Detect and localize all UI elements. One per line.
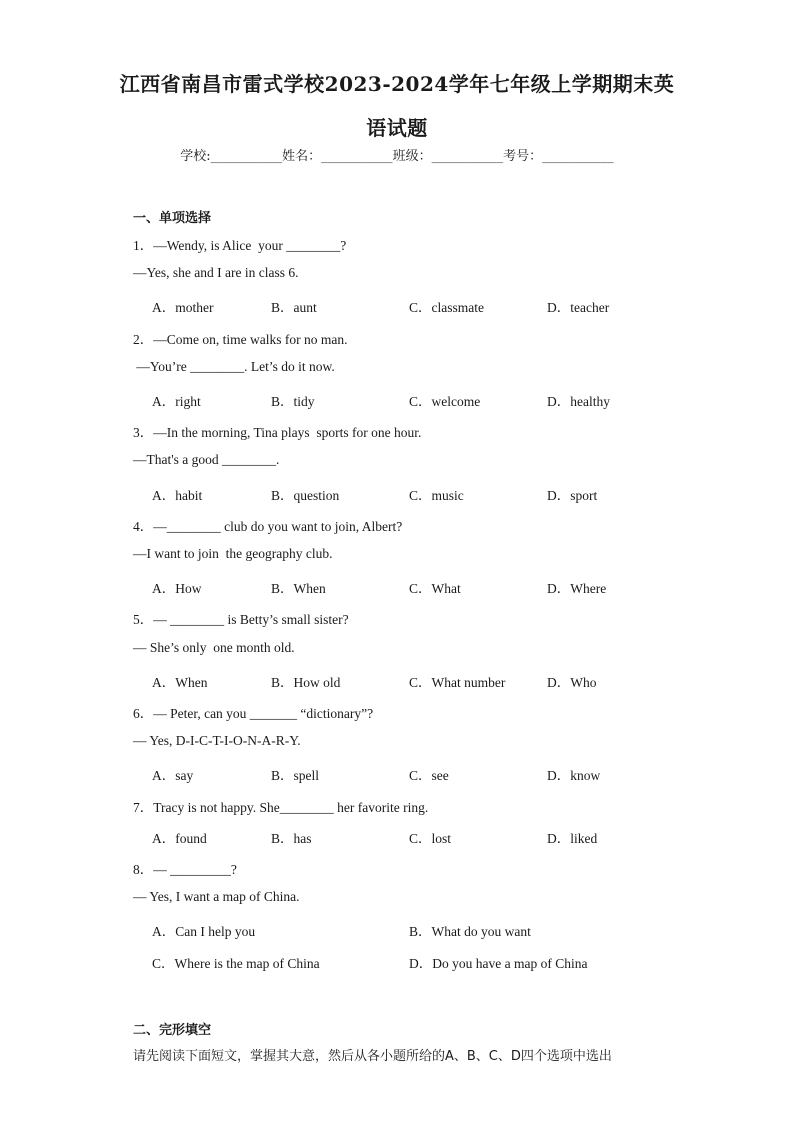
question-5-answer-line: — She’s only one month old. bbox=[133, 640, 295, 655]
question-8-option-c[interactable]: C．Where is the map of China bbox=[152, 956, 320, 971]
question-1-answer-line: —Yes, she and I are in class 6. bbox=[133, 265, 299, 280]
question-3-option-b[interactable]: B．question bbox=[271, 488, 340, 503]
question-3-option-a[interactable]: A．habit bbox=[152, 488, 203, 503]
question-5-option-d[interactable]: D．Who bbox=[547, 675, 597, 690]
question-7-option-a[interactable]: A．found bbox=[152, 831, 207, 846]
question-2-option-a[interactable]: A．right bbox=[152, 394, 201, 409]
question-2-option-d[interactable]: D．healthy bbox=[547, 394, 610, 409]
student-info-line: 学校:___________姓名：___________班级：___________考号：___________ bbox=[180, 149, 614, 164]
question-5-stem: 5．— ________ is Betty’s small sister? bbox=[133, 612, 349, 627]
exam-title-line-2: 语试题 bbox=[366, 116, 428, 140]
cloze-instructions: 请先阅读下面短文，掌握其大意，然后从各小题所给的A、B、C、D四个选项中选出 bbox=[133, 1049, 612, 1064]
question-6-answer-line: — Yes, D-I-C-T-I-O-N-A-R-Y. bbox=[133, 733, 301, 748]
question-4-answer-line: —I want to join the geography club. bbox=[133, 546, 333, 561]
question-4-option-c[interactable]: C．What bbox=[409, 581, 461, 596]
question-6-option-d[interactable]: D．know bbox=[547, 768, 601, 783]
question-7-stem: 7．Tracy is not happy. She________ her favorite ring. bbox=[133, 800, 429, 815]
question-1-option-c[interactable]: C．classmate bbox=[409, 300, 484, 315]
question-1-option-d[interactable]: D．teacher bbox=[547, 300, 610, 315]
question-3-option-c[interactable]: C．music bbox=[409, 488, 464, 503]
question-2-option-b[interactable]: B．tidy bbox=[271, 394, 315, 409]
question-6-stem: 6．— Peter, can you _______ “dictionary”? bbox=[133, 706, 374, 721]
question-8-stem: 8．— _________? bbox=[133, 862, 237, 877]
question-3-answer-line: —That's a good ________. bbox=[133, 452, 280, 467]
question-7-option-b[interactable]: B．has bbox=[271, 831, 312, 846]
question-1-option-b[interactable]: B．aunt bbox=[271, 300, 317, 315]
question-8-option-b[interactable]: B．What do you want bbox=[409, 924, 531, 939]
question-5-option-c[interactable]: C．What number bbox=[409, 675, 506, 690]
question-1-option-a[interactable]: A．mother bbox=[152, 300, 214, 315]
question-7-option-c[interactable]: C．lost bbox=[409, 831, 452, 846]
exam-title-line-1: 江西省南昌市雷式学校2023-2024学年七年级上学期期末英 bbox=[119, 72, 675, 96]
question-2-stem: 2．—Come on, time walks for no man. bbox=[133, 332, 348, 347]
question-6-option-b[interactable]: B．spell bbox=[271, 768, 320, 783]
question-3-stem: 3．—In the morning, Tina plays sports for one hour. bbox=[133, 425, 422, 440]
section-heading-single-choice: 一、单项选择 bbox=[133, 211, 212, 226]
question-5-option-b[interactable]: B．How old bbox=[271, 675, 341, 690]
question-4-option-b[interactable]: B．When bbox=[271, 581, 326, 596]
section-heading-cloze: 二、完形填空 bbox=[133, 1023, 212, 1038]
question-8-option-a[interactable]: A．Can I help you bbox=[152, 924, 256, 939]
question-8-option-d[interactable]: D．Do you have a map of China bbox=[409, 956, 588, 971]
question-2-answer-line: —You’re ________. Let’s do it now. bbox=[133, 359, 335, 374]
question-4-option-d[interactable]: D．Where bbox=[547, 581, 607, 596]
question-4-stem: 4．—________ club do you want to join, Albert? bbox=[133, 519, 403, 534]
question-8-answer-line: — Yes, I want a map of China. bbox=[133, 889, 300, 904]
question-1-stem: 1．—Wendy, is Alice your ________? bbox=[133, 238, 347, 253]
question-6-option-a[interactable]: A．say bbox=[152, 768, 194, 783]
question-6-option-c[interactable]: C．see bbox=[409, 768, 449, 783]
question-4-option-a[interactable]: A．How bbox=[152, 581, 202, 596]
question-5-option-a[interactable]: A．When bbox=[152, 675, 208, 690]
question-3-option-d[interactable]: D．sport bbox=[547, 488, 598, 503]
question-2-option-c[interactable]: C．welcome bbox=[409, 394, 481, 409]
question-7-option-d[interactable]: D．liked bbox=[547, 831, 598, 846]
